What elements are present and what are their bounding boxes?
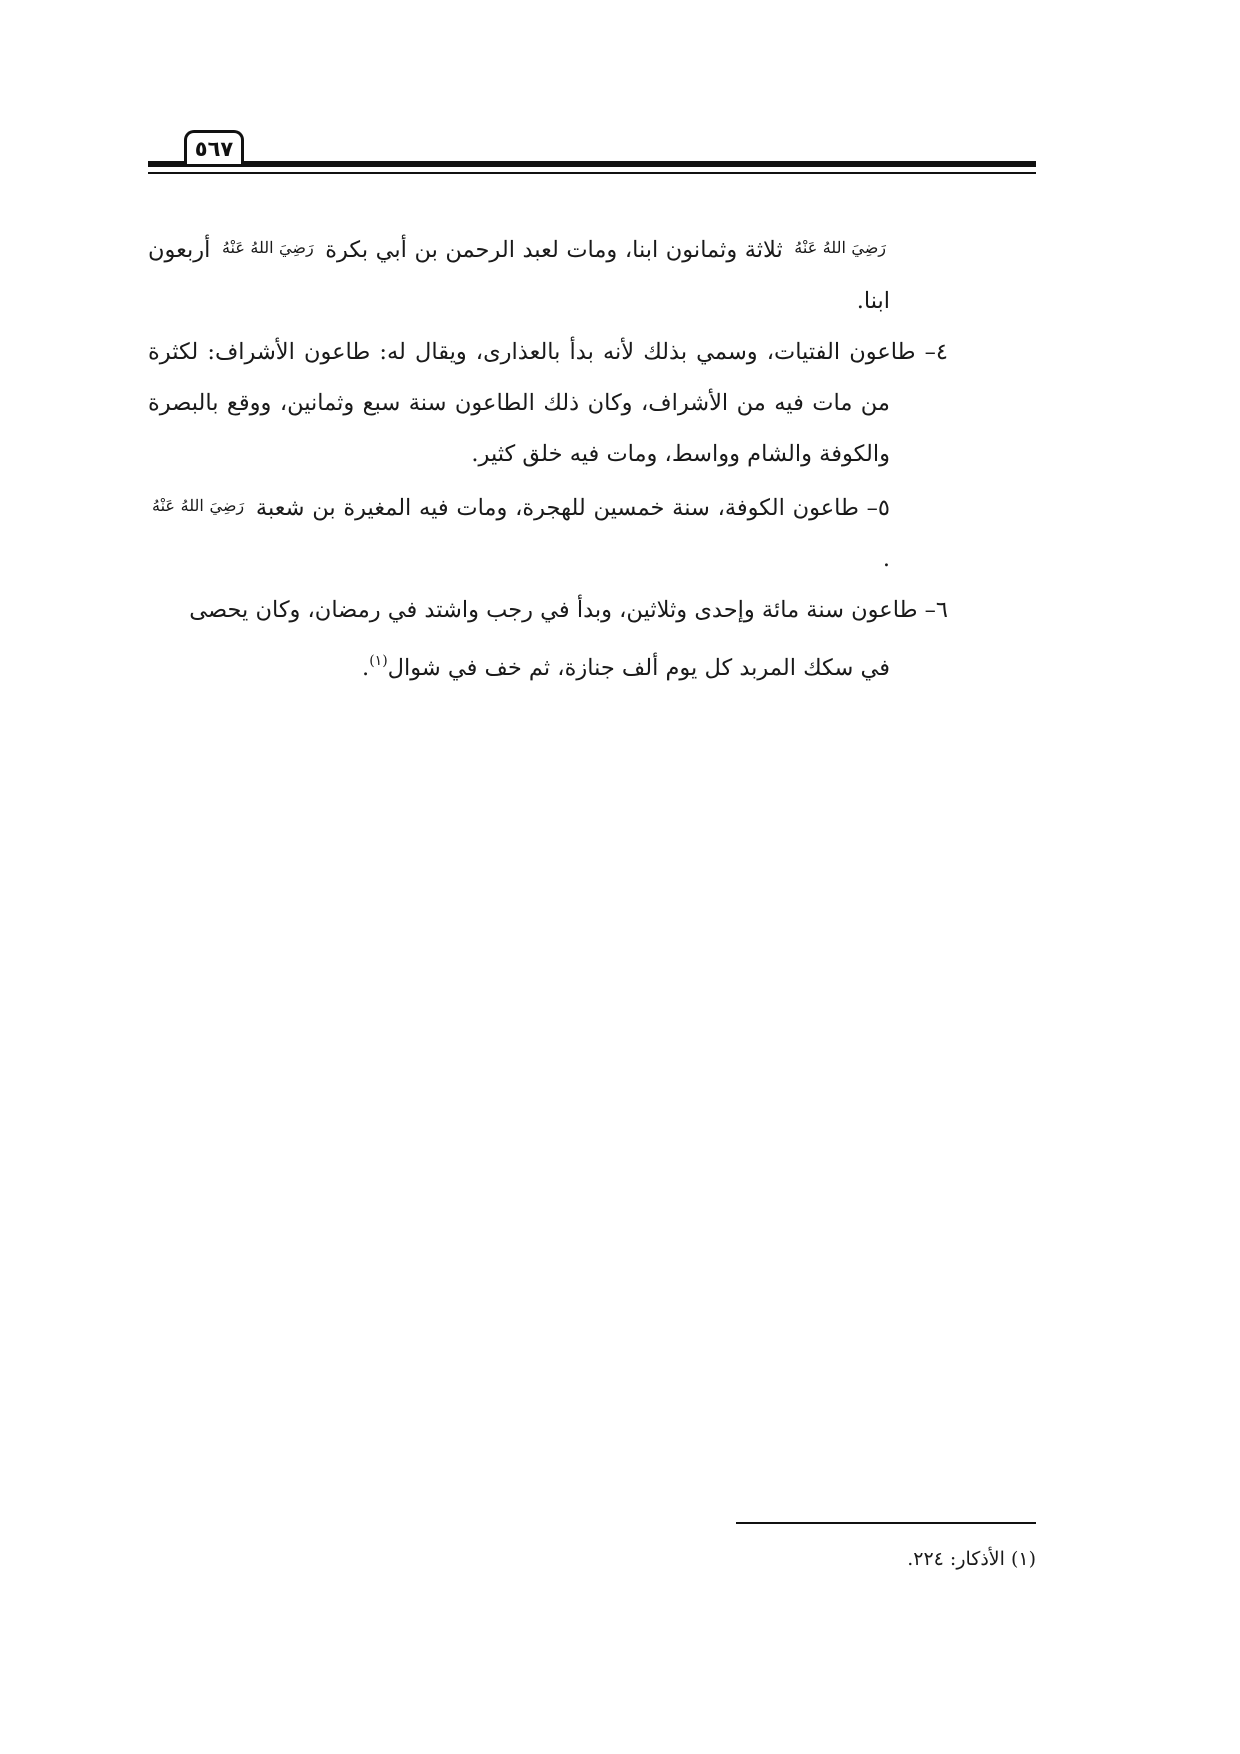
text-segment: ثلاثة وثمانون ابنا، ومات لعبد الرحمن بن أبي بكرة — [325, 237, 783, 263]
header-rule-thick — [148, 161, 1036, 167]
main-text — [148, 222, 948, 694]
text-segment: ٤– طاعون الفتيات، وسمي بذلك لأنه بدأ بالعذارى، ويقال له: طاعون الأشراف: لكثرة من مات فيه من الأشراف، وكان ذلك الطاعون سنة سبع وثمانين، ووقع بالبصرة والكوفة والشام وواسط، ومات فيه خلق كثير. — [148, 339, 948, 467]
header-rule-thin — [148, 172, 1036, 174]
text-segment: في سكك المربد كل يوم ألف جنازة، ثم خف في شوال — [387, 655, 890, 681]
footnote-separator — [736, 1522, 1036, 1524]
paragraph-continuation — [148, 222, 948, 327]
list-item-6 — [148, 585, 948, 636]
list-item-5 — [148, 480, 948, 585]
list-item-4 — [148, 327, 948, 480]
footnote-1: (١) الأذكار: ٢٢٤. — [907, 1548, 1036, 1570]
page-header — [148, 126, 1036, 178]
page-number: ٥٦٧ — [184, 130, 244, 164]
honorific-glyph: رَضِيَ اللهُ عَنْهُ — [794, 238, 887, 257]
list-item-6-continued — [148, 636, 948, 694]
honorific-glyph: رَضِيَ اللهُ عَنْهُ — [152, 496, 245, 515]
honorific-glyph: رَضِيَ اللهُ عَنْهُ — [221, 238, 314, 257]
text-segment: . — [882, 546, 890, 572]
text-segment: أربعون ابنا. — [148, 237, 890, 314]
text-segment: ٦– طاعون سنة مائة وإحدى وثلاثين، وبدأ في رجب واشتد في رمضان، وكان يحصى — [189, 597, 948, 623]
text-segment: . — [362, 655, 370, 681]
footnote-reference[interactable]: (١) — [369, 653, 388, 669]
text-segment: ٥– طاعون الكوفة، سنة خمسين للهجرة، ومات فيه المغيرة بن شعبة — [255, 495, 891, 521]
